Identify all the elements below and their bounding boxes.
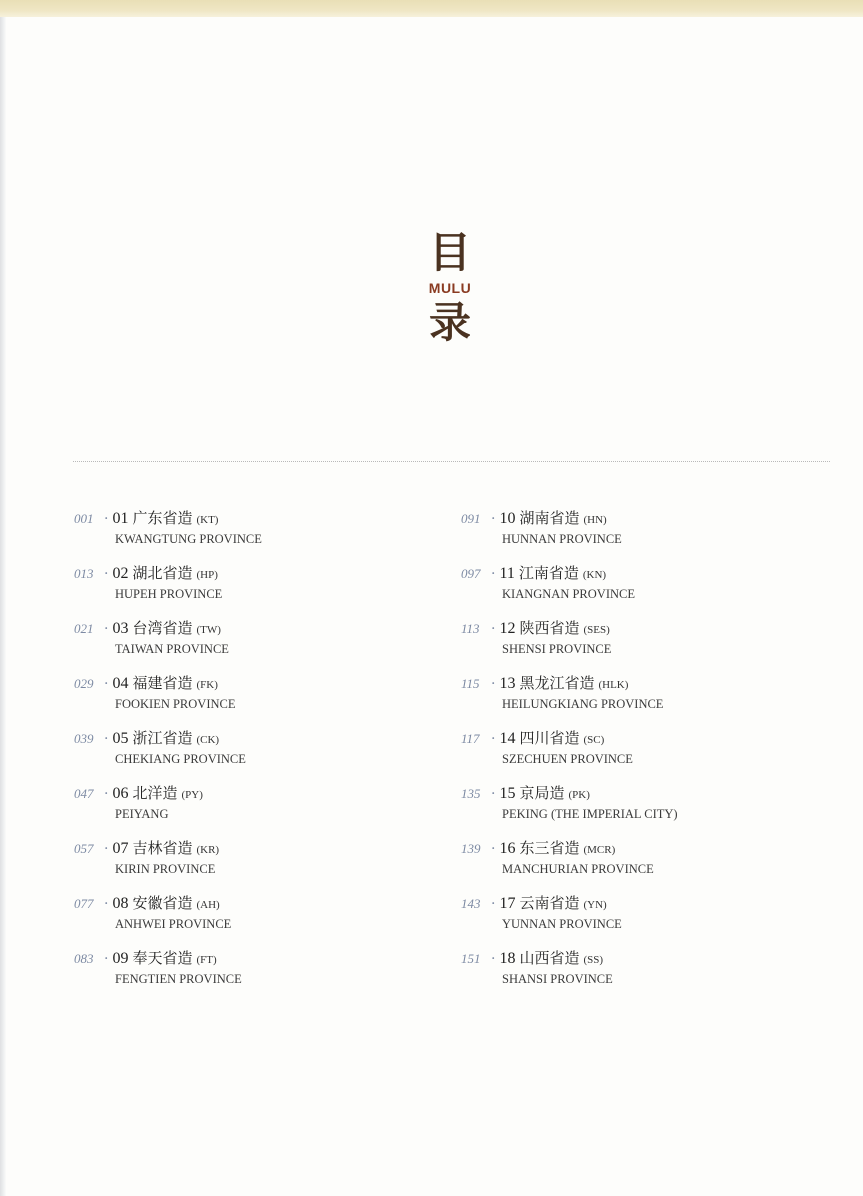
chapter-title-zh: 北洋造 [132,784,178,802]
chapter-title-zh: 湖南省造 [519,509,580,527]
page-number: 013 [74,566,94,581]
chapter-title-zh: 安徽省造 [132,894,193,912]
chapter-number: 11 [499,565,515,582]
page-top-edge [0,0,863,17]
separator-dot: · [104,896,109,912]
toc-entry[interactable] [461,946,678,1001]
chapter-title-zh: 奉天省造 [132,949,193,967]
title-char-top: 目 [428,228,471,277]
page-number: 135 [461,786,481,801]
province-abbreviation: (PY) [181,789,203,801]
toc-entry[interactable] [74,671,262,726]
toc-entry[interactable] [74,561,262,616]
province-abbreviation: (KT) [196,514,219,526]
toc-entry[interactable] [461,671,678,726]
title-romanization: MULU [428,280,472,296]
page-number: 143 [461,896,481,911]
toc-entry[interactable] [74,726,262,781]
separator-dot: · [491,841,496,857]
dotted-divider [73,461,830,462]
toc-entry[interactable] [74,836,262,891]
chapter-title-zh: 陕西省造 [519,619,580,637]
chapter-title-en: PEKING (THE IMPERIAL CITY) [502,807,678,821]
chapter-title-zh: 江南省造 [518,564,579,582]
toc-entry-heading [74,671,262,695]
chapter-number: 14 [499,730,516,747]
separator-dot: · [491,896,496,912]
toc-entry-heading [461,671,678,695]
title-char-bottom: 录 [428,298,471,347]
toc-entry-heading [461,891,678,915]
toc-entry[interactable] [461,836,678,891]
chapter-title-zh: 山西省造 [519,949,580,967]
toc-entry-heading [74,891,262,915]
toc-entry-heading [461,836,678,860]
page-number: 057 [74,841,94,856]
province-abbreviation: (SC) [583,734,605,746]
toc-column-left [74,506,262,1001]
chapter-title-zh: 东三省造 [519,839,580,857]
toc-entry[interactable] [461,891,678,946]
chapter-title-en: FENGTIEN PROVINCE [115,972,242,986]
toc-entry-heading [461,726,678,750]
separator-dot: · [104,511,109,527]
separator-dot: · [491,951,496,967]
toc-entry[interactable] [461,561,678,616]
toc-entry[interactable] [74,891,262,946]
province-abbreviation: (AH) [196,899,220,911]
separator-dot: · [491,731,496,747]
chapter-number: 06 [112,785,129,802]
province-abbreviation: (HN) [583,514,607,526]
province-abbreviation: (HP) [196,569,218,581]
chapter-title-zh: 广东省造 [132,509,193,527]
toc-column-right [461,506,678,1001]
separator-dot: · [104,951,109,967]
chapter-title-en: YUNNAN PROVINCE [502,917,622,931]
page-left-edge [0,17,6,1196]
chapter-title-zh: 四川省造 [519,729,580,747]
province-abbreviation: (MCR) [583,844,616,856]
chapter-title-en: CHEKIANG PROVINCE [115,752,246,766]
page-number: 029 [74,676,94,691]
province-abbreviation: (KN) [582,569,607,581]
province-abbreviation: (SES) [583,624,610,636]
chapter-number: 10 [499,510,516,527]
province-abbreviation: (CK) [196,734,220,746]
chapter-title-en: FOOKIEN PROVINCE [115,697,236,711]
chapter-number: 07 [112,840,129,857]
chapter-number: 01 [112,510,129,527]
separator-dot: · [104,621,109,637]
toc-entry-heading [74,506,262,530]
chapter-number: 13 [499,675,516,692]
chapter-number: 15 [499,785,516,802]
chapter-number: 12 [499,620,516,637]
chapter-number: 08 [112,895,129,912]
toc-entry-heading [74,946,262,970]
toc-entry[interactable] [461,781,678,836]
toc-entry-heading [461,946,678,970]
chapter-number: 18 [499,950,516,967]
toc-entry-heading [74,781,262,805]
chapter-title-zh: 湖北省造 [132,564,193,582]
page-number: 115 [461,676,480,691]
chapter-title-en: TAIWAN PROVINCE [115,642,229,656]
toc-entry[interactable] [461,616,678,671]
page-number: 117 [461,731,480,746]
chapter-title-zh: 浙江省造 [132,729,193,747]
separator-dot: · [104,731,109,747]
separator-dot: · [491,511,496,527]
toc-entry[interactable] [74,506,262,561]
province-abbreviation: (PK) [568,789,590,801]
chapter-number: 09 [112,950,129,967]
chapter-number: 16 [499,840,516,857]
chapter-number: 17 [499,895,516,912]
toc-entry[interactable] [74,616,262,671]
page-number: 047 [74,786,94,801]
page-number: 113 [461,621,480,636]
toc-entry-heading [461,616,678,640]
chapter-number: 03 [112,620,129,637]
page-number: 097 [461,566,481,581]
toc-entry-heading [74,726,262,750]
chapter-title-en: KWANGTUNG PROVINCE [115,532,262,546]
chapter-number: 05 [112,730,129,747]
chapter-title-zh: 福建省造 [132,674,193,692]
separator-dot: · [491,786,496,802]
page-number: 021 [74,621,94,636]
chapter-number: 02 [112,565,129,582]
province-abbreviation: (YN) [583,899,607,911]
chapter-title-en: SZECHUEN PROVINCE [502,752,633,766]
toc-entry-heading [74,836,262,860]
chapter-title-zh: 台湾省造 [132,619,193,637]
page-number: 077 [74,896,94,911]
chapter-title-en: ANHWEI PROVINCE [115,917,232,931]
toc-entry[interactable] [74,781,262,836]
chapter-title-en: MANCHURIAN PROVINCE [502,862,654,876]
toc-entry-heading [461,506,678,530]
toc-entry[interactable] [461,726,678,781]
chapter-title-en: SHANSI PROVINCE [502,972,613,986]
page-number: 001 [74,511,94,526]
chapter-title-en: KIRIN PROVINCE [115,862,216,876]
toc-entry-heading [461,781,678,805]
page-number: 039 [74,731,94,746]
page-number: 083 [74,951,94,966]
toc-entry-heading [74,616,262,640]
chapter-title-zh: 云南省造 [519,894,580,912]
separator-dot: · [104,676,109,692]
province-abbreviation: (TW) [196,624,221,636]
chapter-title-en: KIANGNAN PROVINCE [502,587,635,601]
province-abbreviation: (HLK) [598,679,629,691]
chapter-number: 04 [112,675,129,692]
chapter-title-zh: 京局造 [519,784,565,802]
separator-dot: · [491,566,496,582]
page-number: 151 [461,951,481,966]
page-number: 139 [461,841,481,856]
province-abbreviation: (FT) [196,954,217,966]
province-abbreviation: (KR) [196,844,220,856]
toc-entry[interactable] [461,506,678,561]
toc-entry[interactable] [74,946,262,1001]
separator-dot: · [104,786,109,802]
chapter-title-en: HEILUNGKIANG PROVINCE [502,697,664,711]
chapter-title-en: HUPEH PROVINCE [115,587,223,601]
toc-title [0,228,863,348]
toc-entry-heading [461,561,678,585]
chapter-title-zh: 黑龙江省造 [519,674,595,692]
chapter-title-en: PEIYANG [115,807,169,821]
separator-dot: · [104,841,109,857]
chapter-title-en: SHENSI PROVINCE [502,642,612,656]
province-abbreviation: (SS) [583,954,604,966]
toc-entry-heading [74,561,262,585]
separator-dot: · [491,621,496,637]
chapter-title-en: HUNNAN PROVINCE [502,532,622,546]
separator-dot: · [491,676,496,692]
chapter-title-zh: 吉林省造 [132,839,193,857]
province-abbreviation: (FK) [196,679,218,691]
page-number: 091 [461,511,481,526]
separator-dot: · [104,566,109,582]
